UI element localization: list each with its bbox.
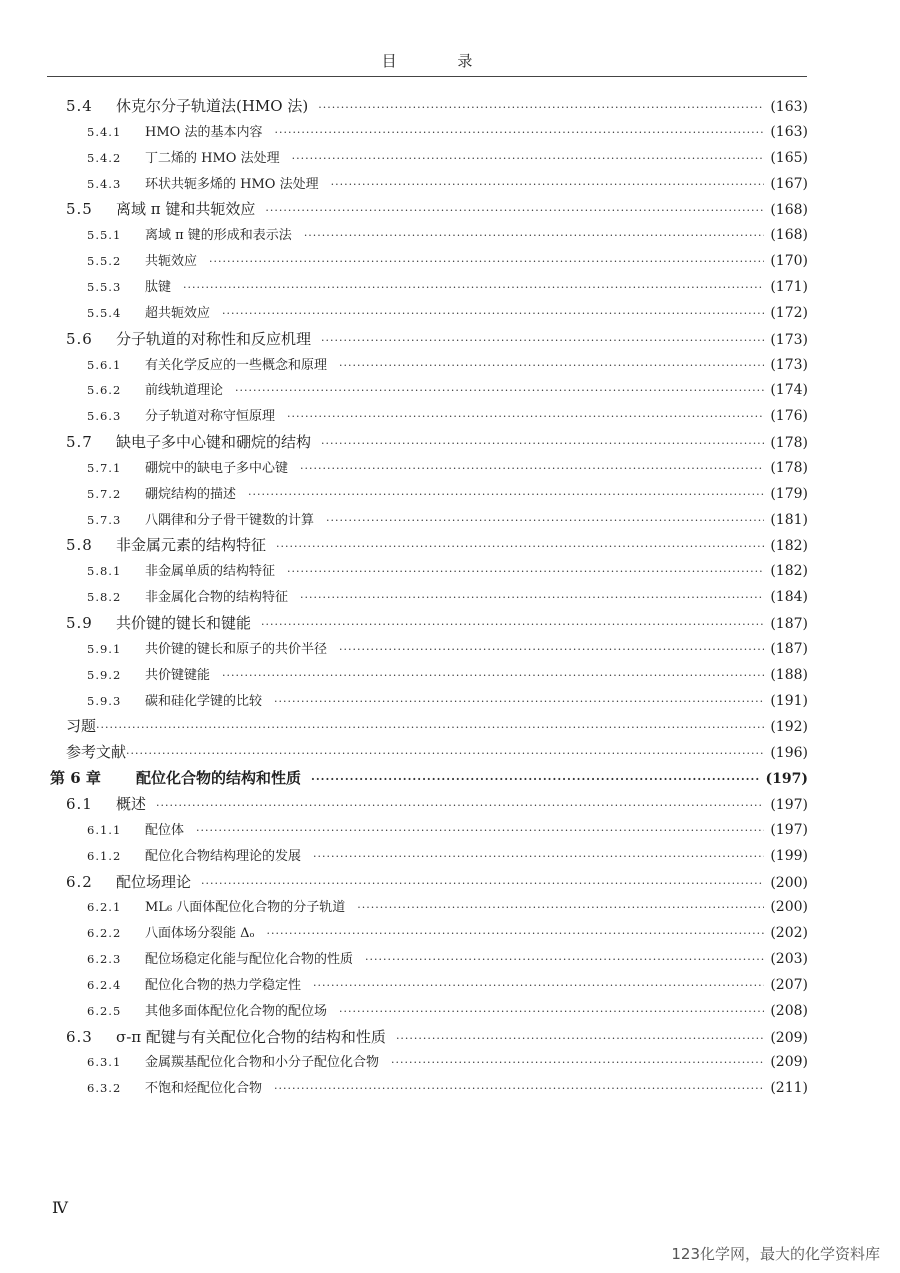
toc-entry-page: (173) (770, 356, 808, 373)
toc-entry-title: 前线轨道理论 (145, 383, 224, 399)
toc-entry-page: (165) (770, 149, 808, 166)
toc-entry-page: (163) (770, 123, 808, 140)
dot-leader (274, 695, 764, 708)
toc-entry-page: (178) (770, 435, 808, 452)
toc-entry-number: 5.7.3 (87, 512, 122, 527)
toc-entry[interactable] (87, 896, 808, 922)
toc-entry-page: (176) (770, 408, 808, 425)
dot-leader (201, 877, 764, 890)
toc-entry-title: 非金属元素的结构特征 (116, 536, 267, 555)
toc-entry-number: 5.6.2 (87, 383, 122, 398)
toc-entry-title: 碳和硅化学键的比较 (145, 693, 263, 709)
toc-entry[interactable] (87, 224, 808, 250)
toc-entry-number: 5.9.1 (87, 641, 122, 656)
toc-entry-title: 超共轭效应 (145, 305, 211, 321)
toc-entry-page: (168) (770, 202, 808, 219)
toc-entry[interactable] (87, 147, 808, 173)
toc-entry[interactable] (87, 922, 808, 948)
toc-entry-number: 5.4.2 (87, 150, 122, 165)
page-header (47, 44, 807, 77)
toc-entry-page: (209) (770, 1029, 808, 1046)
toc-entry-page: (171) (770, 278, 808, 295)
toc-entry-number: 5.4.3 (87, 176, 122, 191)
toc-entry-number: 5.6 (66, 329, 93, 348)
toc-entry-number: 5.5 (66, 200, 93, 219)
dot-leader (339, 1005, 764, 1018)
dot-leader (209, 255, 764, 268)
toc-entry-number: 5.9.2 (87, 667, 122, 682)
toc-entry-number: 5.5.2 (87, 254, 122, 269)
dot-leader (300, 591, 764, 604)
toc-entry-title: 丁二烯的 HMO 法处理 (145, 150, 280, 166)
toc-entry-page: (208) (770, 1002, 808, 1019)
toc-entry[interactable] (87, 690, 808, 716)
toc-entry-page: (181) (770, 511, 808, 528)
toc-entry-page: (203) (770, 951, 808, 968)
toc-entry[interactable] (87, 302, 808, 328)
toc-entry[interactable] (66, 1026, 808, 1052)
toc-entry-number: 5.9.3 (87, 693, 122, 708)
toc-entry-number: 5.7 (66, 433, 93, 452)
toc-entry-number: 6.1.1 (87, 822, 122, 837)
toc-entry-page: (174) (770, 382, 808, 399)
toc-entry[interactable] (87, 974, 808, 1000)
toc-entry[interactable] (87, 405, 808, 431)
toc-entry-title: HMO 法的基本内容 (145, 124, 263, 140)
toc-entry-title: 共轭效应 (145, 254, 198, 270)
toc-entry-number: 5.5.1 (87, 228, 122, 243)
dot-leader (339, 643, 764, 656)
dot-leader (357, 901, 764, 914)
toc-entry[interactable] (87, 845, 808, 871)
dot-leader (321, 437, 764, 450)
toc-entry-page: (200) (770, 874, 808, 891)
toc-entry-page: (163) (770, 99, 808, 115)
dot-leader (311, 773, 760, 786)
toc-entry[interactable] (87, 121, 808, 147)
toc-entry[interactable] (87, 1051, 808, 1077)
toc-entry-title: 有关化学反应的一些概念和原理 (145, 357, 328, 373)
toc-entry-number: 6.2.2 (87, 926, 122, 941)
toc-entry-page: (192) (770, 719, 808, 736)
toc-entry-title: 硼烷结构的描述 (145, 486, 237, 502)
toc-entry[interactable] (87, 276, 808, 302)
toc-entry-title: 休克尔分子轨道法(HMO 法) (116, 97, 309, 115)
toc-entry[interactable] (66, 715, 808, 741)
toc-entry-number: 5.7.1 (87, 460, 122, 475)
toc-entry-number: 6.3.1 (87, 1055, 122, 1070)
toc-entry-page: (197) (765, 771, 808, 788)
toc-entry-title: σ-π 配键与有关配位化合物的结构和性质 (116, 1027, 386, 1046)
toc-entry-title: 离域 π 键和共轭效应 (116, 200, 256, 219)
dot-leader (287, 410, 764, 423)
toc-entry[interactable] (66, 95, 808, 121)
toc-entry-number: 5.8 (66, 536, 93, 555)
toc-entry-title: 配位场稳定化能与配位化合物的性质 (145, 952, 354, 968)
dot-leader (331, 178, 765, 191)
toc-entry-title: 八面体场分裂能 Δₒ (145, 926, 255, 942)
dot-leader (222, 669, 764, 682)
page-title: 目 录 (381, 52, 501, 70)
toc-entry[interactable] (66, 431, 808, 457)
dot-leader (196, 824, 764, 837)
toc-entry[interactable] (87, 354, 808, 380)
toc-entry[interactable] (87, 638, 808, 664)
toc-entry-title: 分子轨道的对称性和反应机理 (116, 329, 312, 348)
toc-entry-page: (197) (770, 796, 808, 813)
toc-entry-page: (207) (770, 976, 808, 993)
toc-entry[interactable] (66, 741, 808, 767)
toc-entry-title: 肽键 (145, 279, 172, 295)
toc-entry-title: 硼烷中的缺电子多中心键 (145, 460, 289, 476)
toc-entry-title: 非金属单质的结构特征 (145, 564, 276, 580)
dot-leader (292, 152, 765, 165)
toc-entry-title: 金属羰基配位化合物和小分子配位化合物 (145, 1055, 380, 1071)
toc-entry[interactable] (87, 457, 808, 483)
toc-entry-number: 5.8.1 (87, 564, 122, 579)
dot-leader (222, 307, 764, 320)
toc-entry-page: (173) (770, 331, 808, 348)
watermark-text: 123化学网，最大的化学资料库 (671, 1245, 880, 1263)
toc-entry-title: 非金属化合物的结构特征 (145, 590, 289, 606)
dot-leader (276, 540, 764, 553)
toc-entry-number: 5.8.2 (87, 590, 122, 605)
dot-leader (274, 126, 764, 139)
toc-entry[interactable] (66, 793, 808, 819)
toc-entry-number: 5.5.3 (87, 279, 122, 294)
toc-entry[interactable] (87, 560, 808, 586)
toc-entry[interactable] (87, 948, 808, 974)
toc-entry-number: 5.7.2 (87, 486, 122, 501)
toc-entry[interactable] (66, 871, 808, 897)
dot-leader (391, 1056, 764, 1069)
toc-entry-number: 6.2 (66, 872, 93, 891)
toc-entry-number: 5.9 (66, 614, 93, 632)
dot-leader (396, 1032, 764, 1045)
toc-entry[interactable] (66, 328, 808, 354)
toc-entry[interactable] (87, 1077, 808, 1103)
toc-entry-page: (196) (770, 745, 808, 762)
toc-entry-page: (172) (770, 304, 808, 321)
toc-entry-number: 5.4.1 (87, 124, 122, 139)
toc-entry-title: 习题 (66, 717, 97, 736)
dot-leader (183, 281, 764, 294)
toc-entry-title: 配位化合物的结构和性质 (136, 769, 302, 788)
dot-leader (318, 101, 764, 114)
toc-entry-number: 5.6.1 (87, 357, 122, 372)
toc-entry-title: 配位化合物的热力学稳定性 (145, 977, 302, 993)
dot-leader (156, 799, 764, 812)
toc-entry-number: 第 6 章 (50, 769, 101, 788)
toc-entry-number: 6.1 (66, 794, 93, 813)
toc-entry-page: (199) (770, 847, 808, 864)
dot-leader (326, 514, 764, 527)
toc-entry-number: 5.6.3 (87, 409, 122, 424)
dot-leader (96, 721, 764, 734)
toc-entry[interactable] (87, 819, 808, 845)
toc-entry-title: 分子轨道对称守恒原理 (145, 409, 276, 425)
toc-entry-page: (211) (770, 1080, 808, 1097)
toc-entry[interactable] (87, 250, 808, 276)
dot-leader (321, 334, 764, 347)
dot-leader (313, 979, 764, 992)
toc-entry-title: 配位化合物结构理论的发展 (145, 848, 302, 864)
dot-leader (287, 565, 764, 578)
toc-entry-page: (197) (770, 821, 808, 838)
toc-entry[interactable] (87, 379, 808, 405)
toc-entry[interactable] (66, 534, 808, 560)
dot-leader (267, 927, 765, 940)
toc-entry[interactable] (50, 767, 808, 793)
dot-leader (274, 1082, 764, 1095)
dot-leader (261, 618, 764, 631)
toc-entry-page: (191) (770, 692, 808, 709)
dot-leader (339, 359, 764, 372)
toc-entry-title: 概述 (116, 794, 147, 813)
toc-entry-title: 其他多面体配位化合物的配位场 (145, 1003, 328, 1019)
toc-entry-title: 八隅律和分子骨干键数的计算 (145, 512, 315, 528)
page-number: Ⅳ (52, 1198, 68, 1217)
dot-leader (126, 747, 764, 760)
toc-entry-number: 6.1.2 (87, 848, 122, 863)
toc-entry-title: 环状共轭多烯的 HMO 法处理 (145, 176, 319, 192)
toc-entry-page: (178) (770, 459, 808, 476)
toc-entry-number: 6.2.3 (87, 952, 122, 967)
toc-entry-number: 6.2.1 (87, 900, 122, 915)
toc-entry[interactable] (66, 198, 808, 224)
toc-entry-page: (179) (770, 485, 808, 502)
toc-entry[interactable] (87, 483, 808, 509)
toc-entry-page: (187) (770, 640, 808, 657)
dot-leader (235, 384, 764, 397)
toc-entry[interactable] (87, 664, 808, 690)
dot-leader (304, 229, 765, 242)
toc-entry-page: (188) (770, 666, 808, 683)
toc-entry[interactable] (87, 586, 808, 612)
toc-entry-page: (200) (770, 899, 808, 916)
toc-entry-title: 配位场理论 (116, 872, 192, 891)
toc-entry[interactable] (66, 612, 808, 638)
toc-entry-number: 6.2.4 (87, 977, 122, 992)
toc-entry-number: 6.3.2 (87, 1081, 122, 1096)
toc-entry-title: 离域 π 键的形成和表示法 (145, 228, 292, 244)
toc-entry-page: (170) (770, 253, 808, 270)
toc-entry-page: (187) (770, 616, 808, 632)
toc-entry-number: 5.4 (66, 97, 93, 115)
toc-entry[interactable] (87, 509, 808, 535)
dot-leader (365, 953, 764, 966)
toc-entry-page: (167) (770, 175, 808, 192)
dot-leader (313, 850, 764, 863)
toc-entry-page: (209) (770, 1054, 808, 1071)
toc-entry-number: 5.5.4 (87, 305, 122, 320)
toc-entry-title: 共价键的键长和键能 (116, 614, 252, 632)
toc-entry-page: (182) (770, 538, 808, 555)
toc-entry-page: (202) (770, 925, 808, 942)
toc-entry-page: (182) (770, 563, 808, 580)
toc-entry[interactable] (87, 173, 808, 199)
toc-entry[interactable] (87, 1000, 808, 1026)
toc-entry-title: 不饱和烃配位化合物 (145, 1081, 263, 1097)
toc-entry-number: 6.3 (66, 1027, 93, 1046)
toc-entry-title: 缺电子多中心键和硼烷的结构 (116, 433, 312, 452)
toc-entry-title: 配位体 (145, 822, 185, 838)
toc-entry-page: (168) (770, 227, 808, 244)
toc-entry-title: 共价键的键长和原子的共价半径 (145, 641, 328, 657)
toc-entry-title: ML₆ 八面体配位化合物的分子轨道 (145, 900, 346, 916)
toc-entry-number: 6.2.5 (87, 1003, 122, 1018)
toc-entry-page: (184) (770, 589, 808, 606)
toc-entry-title: 共价键键能 (145, 667, 211, 683)
dot-leader (248, 488, 764, 501)
dot-leader (265, 204, 764, 217)
toc-entry-title: 参考文献 (66, 743, 127, 762)
dot-leader (300, 462, 764, 475)
